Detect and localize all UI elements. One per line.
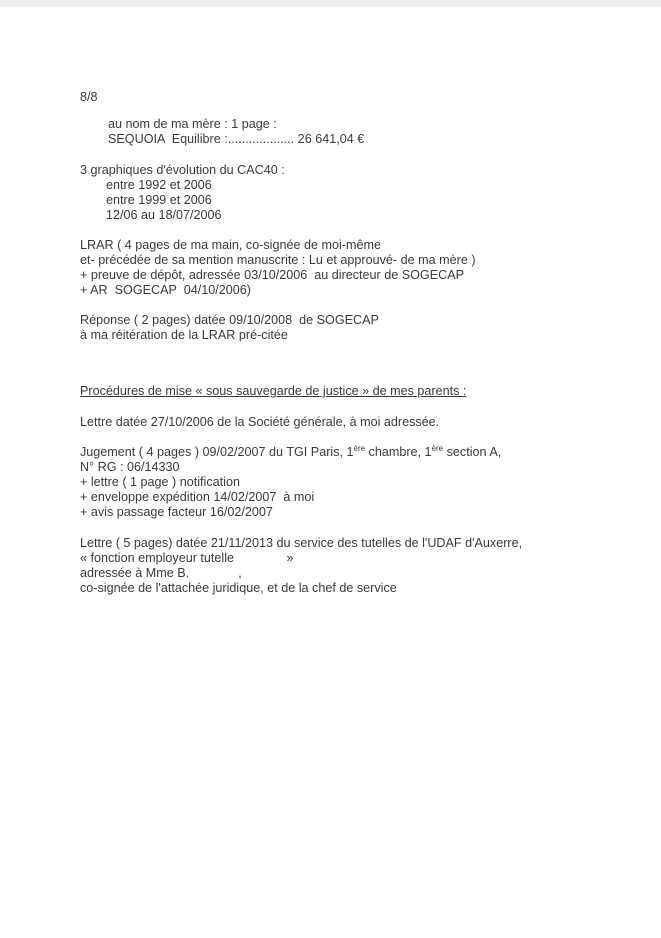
jugement-text-b: chambre, 1 <box>365 445 432 459</box>
udaf-text-b: » <box>286 551 294 565</box>
udaf-line: Lettre ( 5 pages) datée 21/11/2013 du service des tutelles de l'UDAF d'Auxerre, <box>80 536 523 550</box>
jugement-item: + enveloppe expédition 14/02/2007 à moi <box>80 490 315 504</box>
mother-line: au nom de ma mère : 1 page : <box>108 117 277 131</box>
udaf-text-a: « fonction employeur tutelle <box>80 551 235 565</box>
section-heading: Procédures de mise « sous sauvegarde de justice » de mes parents : <box>80 384 467 398</box>
top-scan-edge <box>0 0 661 7</box>
jugement-text-c: section A, <box>443 445 502 459</box>
lrar-line: et- précédée de sa mention manuscrite : Lu et approuvé- de ma mère ) <box>80 253 476 267</box>
cac-item: 12/06 au 18/07/2006 <box>106 208 222 222</box>
reponse-line: Réponse ( 2 pages) datée 09/10/2008 de SOGECAP <box>80 313 379 327</box>
cac-item: entre 1992 et 2006 <box>106 178 212 192</box>
reponse-line: à ma réitération de la LRAR pré-citée <box>80 328 288 342</box>
cac-item: entre 1999 et 2006 <box>106 193 212 207</box>
page-number: 8/8 <box>80 90 98 104</box>
sequoia-label: SEQUOIA Equilibre : <box>108 132 228 146</box>
lrar-line: LRAR ( 4 pages de ma main, co-signée de moi-même <box>80 238 381 252</box>
jugement-line <box>80 445 501 460</box>
lettre-sg: Lettre datée 27/10/2006 de la Société générale, à moi adressée. <box>80 415 440 429</box>
jugement-item: + lettre ( 1 page ) notification <box>80 475 240 489</box>
superscript: ère <box>431 444 444 453</box>
udaf-text-a: adressée à Mme B. <box>80 566 190 580</box>
cac-title: 3 graphiques d'évolution du CAC40 : <box>80 163 285 177</box>
lrar-line: + AR SOGECAP 04/10/2006) <box>80 283 251 297</box>
sequoia-amount: 26 641,04 € <box>294 132 365 146</box>
redacted-gap <box>234 551 286 565</box>
jugement-text-a: Jugement ( 4 pages ) 09/02/2007 du TGI Paris, 1 <box>80 445 354 459</box>
rg-number: N° RG : 06/14330 <box>80 460 180 474</box>
udaf-line <box>80 551 294 566</box>
superscript: ère <box>353 444 366 453</box>
udaf-line: co-signée de l'attachée juridique, et de la chef de service <box>80 581 397 595</box>
jugement-item: + avis passage facteur 16/02/2007 <box>80 505 273 519</box>
redacted-gap <box>189 566 238 580</box>
sequoia-line <box>108 132 364 147</box>
udaf-text-b: , <box>238 566 242 580</box>
sequoia-dots: ................... <box>227 132 295 146</box>
lrar-line: + preuve de dépôt, adressée 03/10/2006 au directeur de SOGECAP <box>80 268 465 282</box>
udaf-line <box>80 566 242 581</box>
